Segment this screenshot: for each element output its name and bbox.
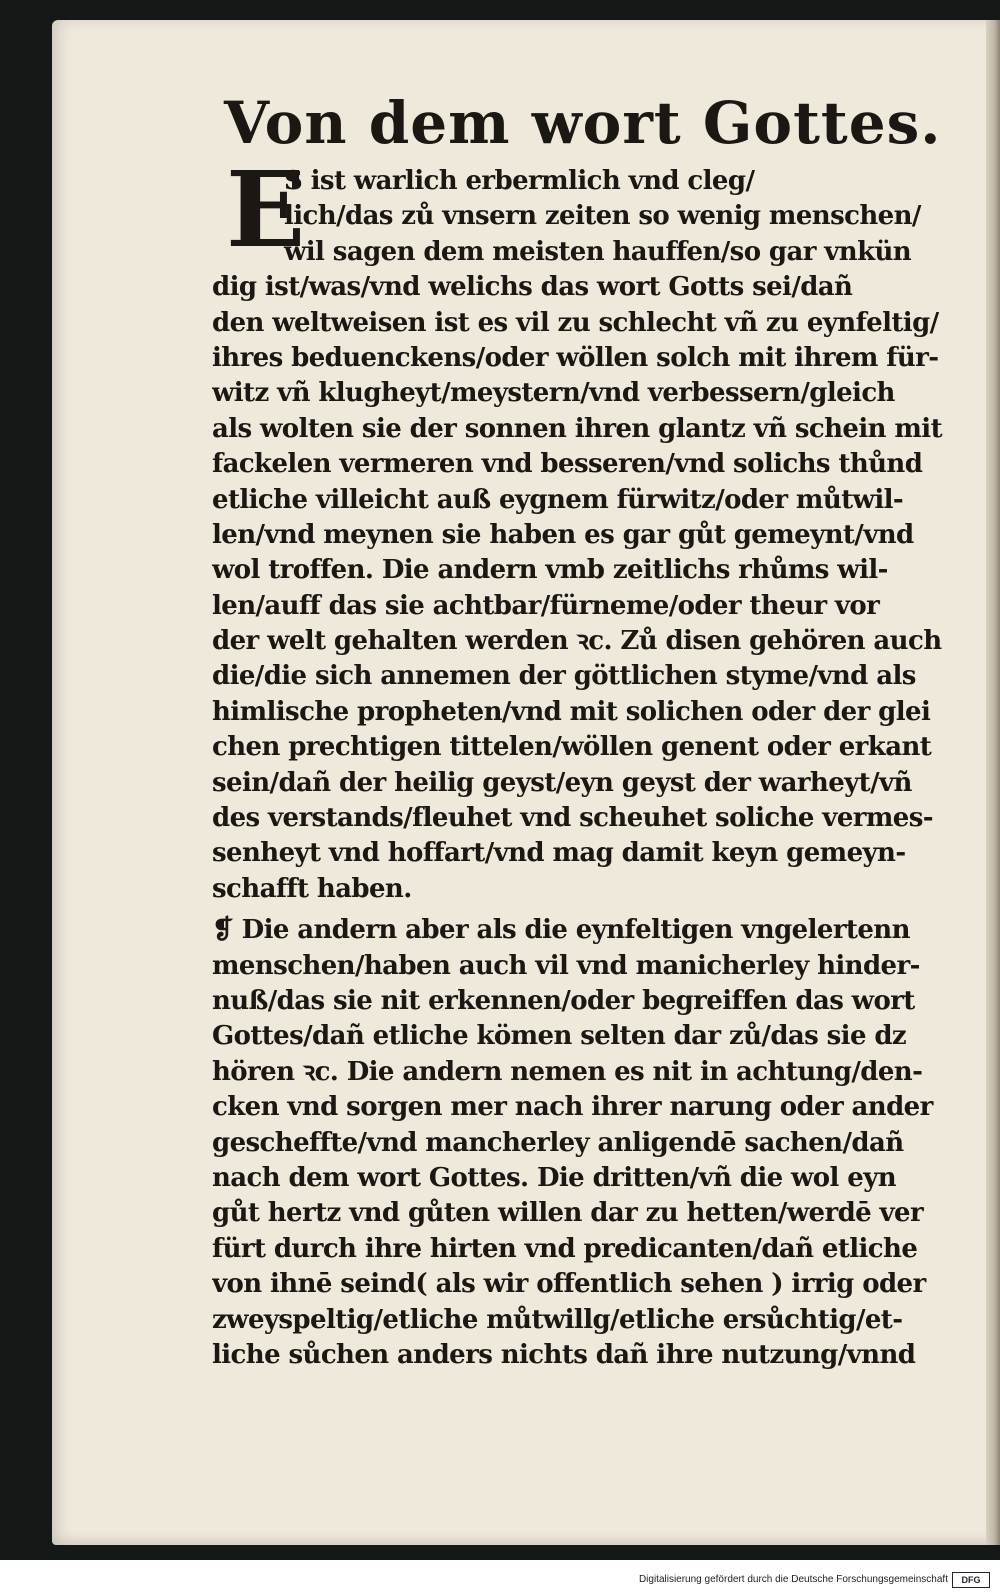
paragraph-1 (212, 148, 952, 907)
text-line: menschen/haben auch vil vnd manicherley hinder- (212, 950, 920, 981)
text-line: der welt gehalten werden ꝛc. Zů disen gehören auch (212, 626, 942, 657)
text-line: ❡ Die andern aber als die eynfeltigen vngelertenn (212, 915, 910, 946)
drop-cap: E (226, 148, 305, 271)
text-line: len/auff das sie achtbar/fürneme/oder theur vor (212, 590, 880, 621)
text-line: len/vnd meynen sie haben es gar gůt gemeynt/vnd (212, 519, 914, 550)
page-edge (986, 20, 1000, 1545)
text-line: als wolten sie der sonnen ihren glantz vñ schein mit (212, 413, 942, 444)
text-line: von ihnē seind( als wir offentlich sehen ) irrig oder (212, 1269, 926, 1300)
funding-credit: Digitalisierung gefördert durch die Deutsche Forschungsgemeinschaft (638, 1574, 948, 1585)
text-line: lich/das zů vnsern zeiten so wenig menschen/ (284, 201, 921, 232)
text-line: witz vñ klugheyt/meystern/vnd verbessern/gleich (212, 378, 895, 409)
text-line: chen prechtigen tittelen/wöllen genent oder erkant (212, 732, 932, 763)
page-heading: Von dem wort Gottes. (224, 89, 942, 157)
text-line: sein/dañ der heilig geyst/eyn geyst der warheyt/vñ (212, 767, 912, 798)
text-line: zweyspeltig/etliche můtwillg/etliche ersůchtig/et- (212, 1304, 903, 1335)
page-text (212, 84, 952, 1373)
text-line: himlische propheten/vnd mit solichen oder der glei (212, 696, 931, 727)
text-line: cken vnd sorgen mer nach ihrer narung oder ander (212, 1092, 933, 1123)
text-line: dig ist/was/vnd welichs das wort Gotts sei/dañ (212, 272, 853, 303)
text-line: gůt hertz vnd gůten willen dar zu hetten/werdē ver (212, 1198, 924, 1229)
text-line: die/die sich annemen der göttlichen styme/vnd als (212, 661, 916, 692)
text-line: liche sůchen anders nichts dañ ihre nutzung/vnnd (212, 1339, 916, 1370)
paragraph-2 (212, 913, 952, 1373)
dfg-logo: DFG (952, 1572, 990, 1588)
text-line: hören ꝛc. Die andern nemen es nit in achtung/den- (212, 1056, 923, 1087)
text-line: etliche villeicht auß eygnem fürwitz/oder můtwil- (212, 484, 904, 515)
text-line: wol troffen. Die andern vmb zeitlichs rhůms wil- (212, 555, 888, 586)
text-line: schafft haben. (212, 873, 412, 904)
text-line: Gottes/dañ etliche kömen selten dar zů/das sie dz (212, 1021, 907, 1052)
text-line: den weltweisen ist es vil zu schlecht vñ zu eynfeltig/ (212, 307, 939, 338)
text-line: nach dem wort Gottes. Die dritten/vñ die wol eyn (212, 1162, 897, 1193)
text-line: fackelen vermeren vnd besseren/vnd solichs thůnd (212, 449, 923, 480)
text-line: senheyt vnd hoffart/vnd mag damit keyn gemeyn- (212, 838, 906, 869)
text-line: des verstands/fleuhet vnd scheuhet soliche vermes- (212, 803, 933, 834)
text-line: wil sagen dem meisten hauffen/so gar vnkün (284, 236, 912, 267)
text-line: S ist warlich erbermlich vnd cleg/ (284, 166, 755, 196)
text-line: nuß/das sie nit erkennen/oder begreiffen das wort (212, 985, 915, 1016)
text-line: gescheffte/vnd mancherley anligendē sachen/dañ (212, 1127, 904, 1158)
footer-bar (0, 1560, 1000, 1594)
text-line: fürt durch ihre hirten vnd predicanten/dañ etliche (212, 1233, 918, 1264)
text-line: ihres beduenckens/oder wöllen solch mit ihrem für- (212, 342, 939, 373)
